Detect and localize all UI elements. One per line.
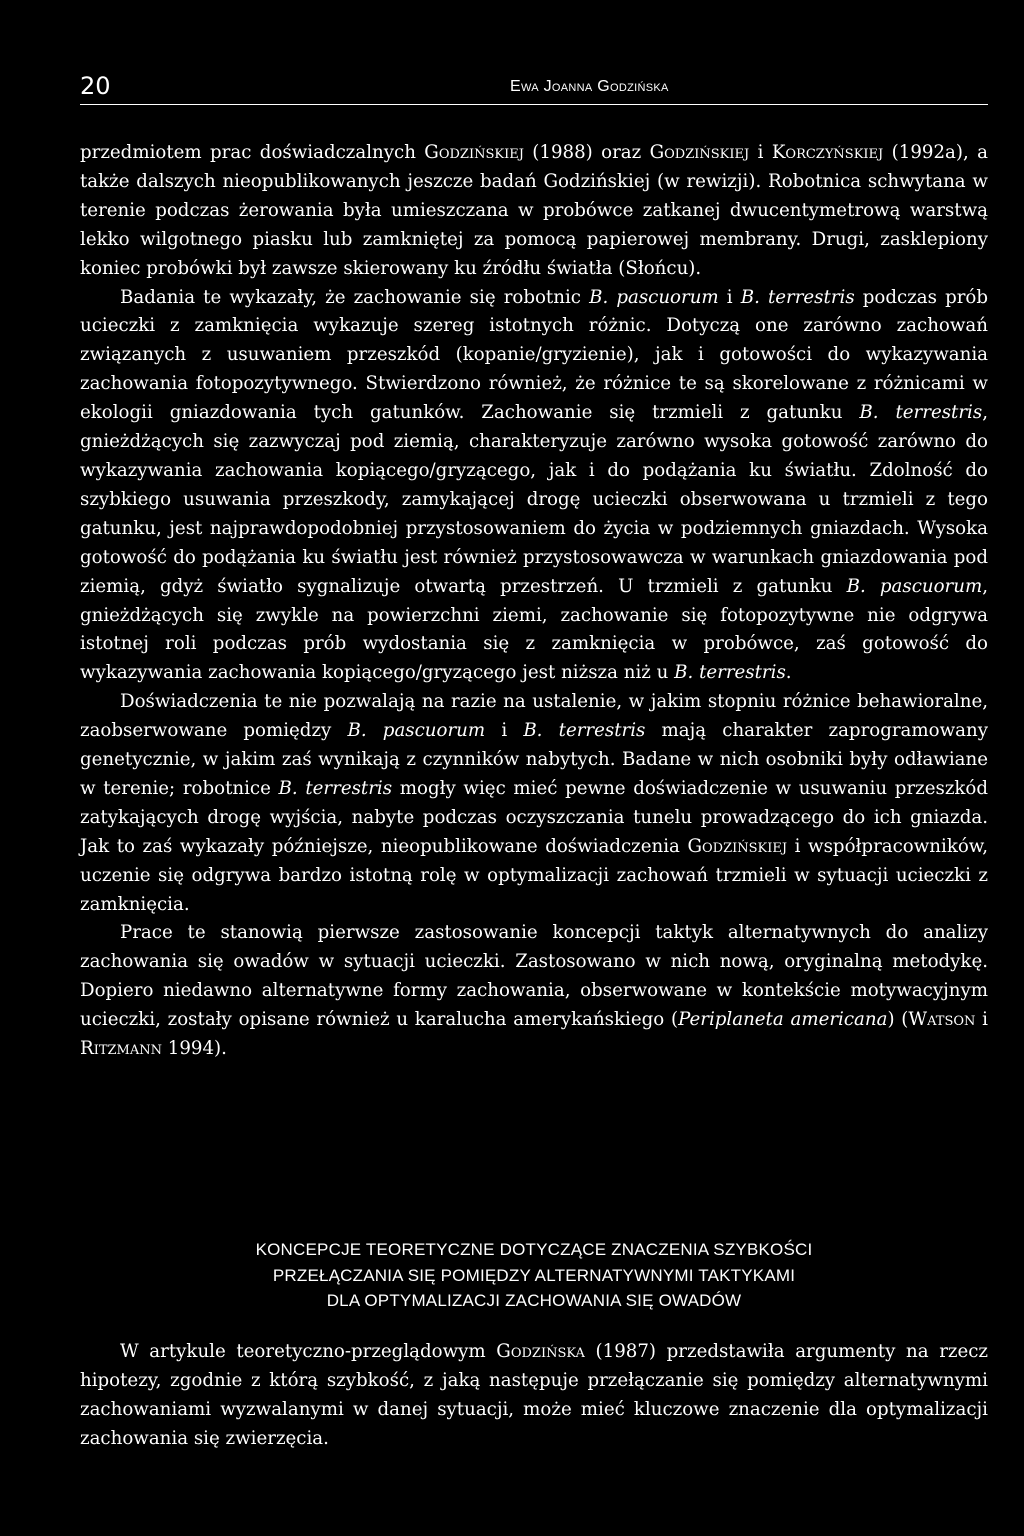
page-number: 20 bbox=[80, 72, 111, 100]
paragraph-2 bbox=[80, 284, 988, 689]
species-name: B. pascuorum bbox=[589, 286, 719, 308]
section-body-text bbox=[80, 1338, 988, 1454]
author-name: Godzińska bbox=[496, 1341, 585, 1362]
section-paragraph-1 bbox=[80, 1338, 988, 1454]
text-run: (1988) oraz bbox=[523, 142, 650, 163]
species-name: B. pascuorum bbox=[846, 575, 983, 597]
text-run: mają charakter zaprogramowany genetycznie, w jakim zaś wynikają z czynników nabytych. Badane w nich osobniki były odławiane w terenie; robotnice bbox=[80, 720, 988, 799]
author-name: Godzińskiej bbox=[649, 142, 750, 163]
species-name: B. terrestris bbox=[278, 777, 393, 799]
species-name: B. terrestris bbox=[859, 402, 983, 424]
text-run: . bbox=[785, 662, 792, 684]
text-run: i bbox=[749, 142, 772, 163]
author-name: Watson bbox=[908, 1009, 976, 1031]
heading-line: PRZEŁĄCZANIA SIĘ POMIĘDZY ALTERNATYWNYMI TAKTYKAMI bbox=[272, 1265, 796, 1285]
text-run: i bbox=[485, 720, 524, 742]
text-run: Prace te stanowią pierwsze zastosowanie koncepcji taktyk alternatywnych do analizy zachowania się owadów w sytuacji ucieczki. Zastosowano w nich nową, oryginalną metodykę. Dopiero niedawno alternatywne formy zachowania, obserwowane w kontekście motywacyjnym ucieczki, zostały opisane również u karalucha amerykańskiego ( bbox=[80, 922, 988, 1031]
text-run: Doświadczenia te nie pozwalają na razie na ustalenie, w jakim stopniu różnice behawioralne, zaobserwowane pomiędzy bbox=[80, 691, 988, 742]
text-run: W artykule teoretyczno-przeglądowym bbox=[120, 1341, 497, 1362]
species-name: Periplaneta americana bbox=[678, 1009, 888, 1031]
paragraph-1 bbox=[80, 139, 988, 284]
author-name: Godzińskiej bbox=[687, 835, 788, 857]
species-name: B. terrestris bbox=[523, 720, 646, 742]
text-run: podczas prób ucieczki z zamknięcia wykazuje szereg istotnych różnic. Dotyczą one zarówno zachowań związanych z usuwaniem przeszkód (kopanie/gryzienie), jak i gotowości do wykazywania zachowania fotopozytywnego. Stwierdzono również, że różnice te są skorelowane z różnicami w ekologii gniazdowania tych gatunków. Zachowanie się trzmieli z gatunku bbox=[80, 286, 988, 424]
author-name: Korczyńskiej bbox=[771, 142, 884, 163]
text-run: i bbox=[718, 286, 741, 308]
text-run: i bbox=[975, 1009, 989, 1031]
author-name: Godzińskiej bbox=[424, 142, 524, 163]
text-run: , gnieżdżących się zazwyczaj pod ziemią, charakteryzuje zarówno wysoka gotowość zarówno do wykazywania zachowania kopiącego/gryzącego, jak i do podążania ku światłu. Zdolność do szybkiego usuwania przeszkody, zamykającej drogę ucieczki obserwowana u trzmieli z tego gatunku, jest najprawdopodobniej przystosowaniem do życia w podziemnych gniazdach. Wysoka gotowość do podążania ku światłu jest również przystosowawcza w warunkach gniazdowania pod ziemią, gdyż światło sygnalizuje otwartą przestrzeń. U trzmieli z gatunku bbox=[80, 402, 988, 597]
author-name: Ritzmann bbox=[80, 1038, 162, 1060]
paragraph-4 bbox=[80, 919, 988, 1064]
text-run: Badania te wykazały, że zachowanie się robotnic bbox=[120, 286, 590, 308]
text-run: mogły więc mieć pewne doświadczenie w usuwaniu przeszkód zatykających drogę wyjścia, nabyte podczas oczyszczania tunelu prowadzącego do ich gniazda. Jak to zaś wykazały późniejsze, nieopublikowane doświadczenia bbox=[80, 777, 989, 857]
paragraph-3 bbox=[80, 688, 988, 919]
running-head: Ewa Joanna Godzińska bbox=[510, 78, 669, 95]
species-name: B. terrestris bbox=[740, 286, 855, 308]
page-header bbox=[80, 72, 988, 105]
heading-line: DLA OPTYMALIZACJI ZACHOWANIA SIĘ OWADÓW bbox=[326, 1291, 742, 1310]
text-run: , gnieżdżących się zwykle na powierzchni ziemi, zachowanie się fotopozytywne nie odgrywa istotnej roli podczas prób wydostania się z zamknięcia w probówce, zaś gotowość do wykazywania zachowania kopiącego/gryzącego jest niższa niż u bbox=[80, 575, 988, 684]
species-name: B. pascuorum bbox=[347, 720, 486, 742]
text-run: (1992a), a także dalszych nieopublikowanych jeszcze badań Godzińskiej (w rewizji). Robotnica schwytana w terenie podczas żerowania była umieszczana w probówce zatkanej dwucentymetrową warstwą lekko wilgotnego piasku lub zamkniętej za pomocą papierowej membrany. Drugi, zasklepiony koniec probówki był zawsze skierowany ku źródłu światła (Słońcu). bbox=[80, 142, 988, 279]
body-text bbox=[80, 139, 988, 1064]
section-heading bbox=[80, 1237, 988, 1314]
text-run: ) ( bbox=[887, 1009, 909, 1031]
text-run: i współpracowników, uczenie się odgrywa bardzo istotną rolę w optymalizacji zachowań trzmieli w sytuacji ucieczki z zamknięcia. bbox=[80, 835, 988, 915]
text-run: 1994). bbox=[161, 1038, 227, 1060]
heading-line: KONCEPCJE TEORETYCZNE DOTYCZĄCE ZNACZENIA SZYBKOŚCI bbox=[255, 1240, 813, 1259]
text-run: (1987) przedstawiła argumenty na rzecz hipotezy, zgodnie z którą szybkość, z jaką następuje przełączanie się pomiędzy alternatywnymi zachowaniami wyzwalanymi w danej sytuacji, może mieć kluczowe znaczenie dla optymalizacji zachowania się zwierzęcia. bbox=[80, 1341, 988, 1449]
species-name: B. terrestris bbox=[674, 662, 786, 684]
text-run: przedmiotem prac doświadczalnych bbox=[80, 142, 425, 163]
